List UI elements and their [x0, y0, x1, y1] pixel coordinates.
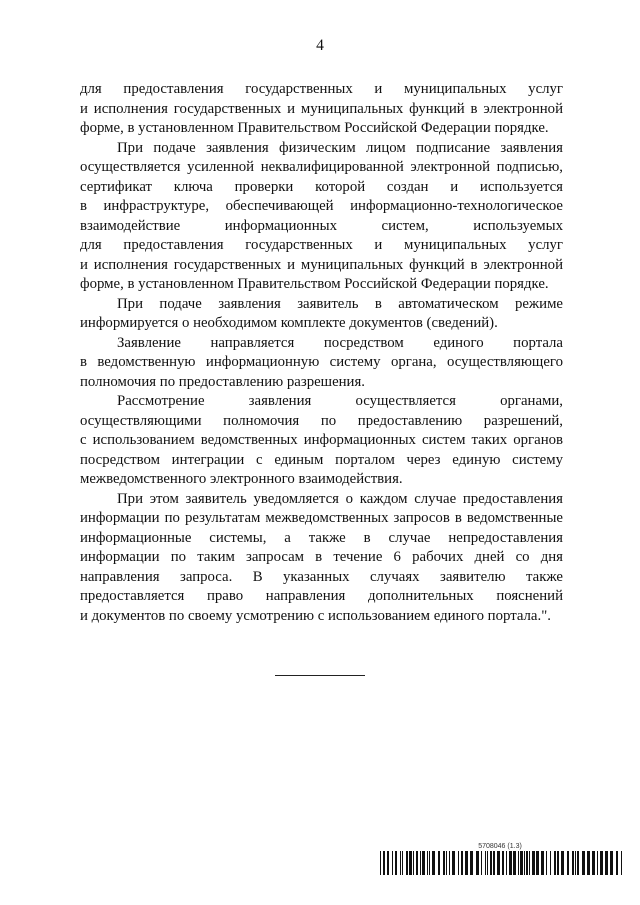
- text-line: форме, в установленном Правительством Российской Федерации порядке.: [80, 120, 549, 136]
- text-line: в инфраструктуре, обеспечивающей информационно-технологическое: [80, 198, 563, 214]
- text-line: сертификат ключа проверки которой создан и используется: [80, 178, 563, 195]
- document-body: [80, 80, 563, 626]
- text-line: При подаче заявления заявитель в автоматическом режиме: [117, 295, 563, 312]
- text-line: полномочия по предоставлению разрешения.: [80, 373, 365, 390]
- text-line: При этом заявитель уведомляется о каждом случае предоставления: [117, 490, 563, 507]
- text-line: в ведомственную информационную систему органа, осуществляющего: [80, 354, 563, 370]
- text-line: информируется о необходимом комплекте документов (сведений).: [80, 315, 498, 331]
- text-line: информации по таким запросам в течение 6 рабочих дней со дня: [80, 549, 563, 565]
- text-line: форме, в установленном Правительством Российской Федерации порядке.: [80, 276, 549, 292]
- paragraph: [80, 139, 563, 295]
- text-line: предоставляется право направления дополнительных пояснений: [80, 588, 563, 604]
- text-line: посредством интеграции с единым порталом через единую систему: [80, 451, 563, 468]
- text-line: информационные системы, а также в случае непредоставления: [80, 529, 563, 546]
- text-line: осуществляется усиленной неквалифицированной электронной подписью,: [80, 159, 563, 175]
- paragraph: [80, 490, 563, 627]
- paragraph: [80, 334, 563, 393]
- text-line: для предоставления государственных и муниципальных услуг: [80, 81, 563, 97]
- text-line: информации по результатам межведомственных запросов в ведомственные: [80, 510, 563, 526]
- paragraph: [80, 295, 563, 334]
- page-number: 4: [316, 37, 324, 54]
- text-line: Рассмотрение заявления осуществляется органами,: [117, 393, 563, 409]
- text-line: взаимодействие информационных систем, используемых: [80, 217, 563, 234]
- text-line: для предоставления государственных и муниципальных услуг: [80, 237, 563, 253]
- text-line: и исполнения государственных и муниципальных функций в электронной: [80, 256, 563, 273]
- text-line: При подаче заявления физическим лицом подписание заявления: [117, 139, 563, 156]
- barcode: [380, 851, 622, 875]
- text-line: с использованием ведомственных информационных систем таких органов: [80, 432, 563, 448]
- paragraph: [80, 392, 563, 490]
- text-line: осуществляющими полномочия по предоставлению разрешений,: [80, 412, 563, 429]
- barcode-label: 5708046 (1.3): [478, 843, 522, 850]
- text-line: направления запроса. В указанных случаях заявителю также: [80, 568, 563, 585]
- text-line: и исполнения государственных и муниципальных функций в электронной: [80, 100, 563, 117]
- paragraph: [80, 80, 563, 139]
- text-line: и документов по своему усмотрению с использованием единого портала.".: [80, 607, 551, 624]
- text-line: межведомственного электронного взаимодействия.: [80, 471, 403, 487]
- text-line: Заявление направляется посредством единого портала: [117, 334, 563, 351]
- barcode-bar: [621, 851, 622, 875]
- separator-line: [275, 675, 365, 676]
